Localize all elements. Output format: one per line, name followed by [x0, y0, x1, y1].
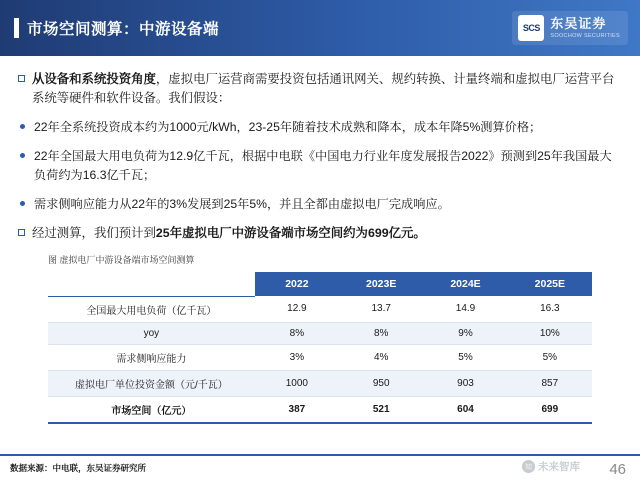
- table-cell: 5%: [423, 344, 507, 370]
- bullet-text: [32, 70, 622, 108]
- bullet-text: 22年全国最大用电负荷为12.9亿千瓦，根据中电联《中国电力行业年度发展报告2022》预测到25年我国最大负荷约为16.3亿千瓦；: [34, 149, 612, 182]
- bullet-text-plain: 经过测算，我们预计到: [32, 226, 156, 240]
- column-header: [48, 272, 255, 296]
- bullet-item: [18, 118, 622, 137]
- square-bullet-icon: [18, 75, 25, 82]
- table-cell: 387: [255, 396, 339, 423]
- column-header: 2023E: [339, 272, 423, 296]
- table-cell: 521: [339, 396, 423, 423]
- table-cell: 4%: [339, 344, 423, 370]
- logo-mark-icon: SCS: [518, 15, 544, 41]
- logo-text-cn: 东吴证券: [550, 15, 607, 31]
- table-cell: 9%: [423, 322, 507, 344]
- dot-bullet-icon: [20, 153, 25, 158]
- table-cell: 1000: [255, 370, 339, 396]
- table-row: [48, 344, 592, 370]
- row-label: yoy: [48, 322, 255, 344]
- column-header: 2024E: [423, 272, 507, 296]
- bullet-item: [18, 195, 622, 214]
- logo-text-en: SOOCHOW SECURITIES: [550, 32, 620, 39]
- table-cell: 14.9: [423, 296, 507, 322]
- table-header-row: [48, 272, 592, 296]
- table-cell: 16.3: [508, 296, 592, 322]
- table-row: [48, 296, 592, 322]
- watermark-text: 未来智库: [538, 461, 580, 473]
- table-row: [48, 370, 592, 396]
- row-label: 虚拟电厂单位投资金额（元/千瓦）: [48, 370, 255, 396]
- slide-footer: [0, 454, 640, 480]
- table-cell: 857: [508, 370, 592, 396]
- table-cell: 903: [423, 370, 507, 396]
- bullet-item: [18, 147, 622, 185]
- watermark-badge-icon: 知: [522, 460, 535, 473]
- column-header: 2022: [255, 272, 339, 296]
- logo-text-group: [550, 17, 620, 40]
- column-header: 2025E: [508, 272, 592, 296]
- table-body: [48, 296, 592, 423]
- market-space-table: [48, 272, 592, 424]
- row-label: 市场空间（亿元）: [48, 396, 255, 423]
- table-cell: 8%: [255, 322, 339, 344]
- company-logo: [512, 11, 628, 45]
- dot-bullet-icon: [20, 124, 25, 129]
- bullet-item: [18, 70, 622, 108]
- title-group: [0, 17, 219, 39]
- table-cell: 699: [508, 396, 592, 423]
- slide-header: [0, 0, 640, 56]
- page-number: 46: [609, 461, 626, 478]
- bullet-text: 22年全系统投资成本约为1000元/kWh，23-25年随着技术成熟和降本，成本年降5%测算价格；: [34, 120, 542, 134]
- market-space-table-wrap: [48, 272, 592, 424]
- table-cell: 8%: [339, 322, 423, 344]
- bullet-text-strong: 25年虚拟电厂中游设备端市场空间约为699亿元。: [155, 226, 426, 240]
- bullet-text: [32, 224, 622, 243]
- bullet-text: 需求侧响应能力从22年的3%发展到25年5%，并且全都由虚拟电厂完成响应。: [34, 197, 450, 211]
- table-cell: 13.7: [339, 296, 423, 322]
- table-head: [48, 272, 592, 296]
- table-cell: 12.9: [255, 296, 339, 322]
- table-cell: 604: [423, 396, 507, 423]
- table-cell: 3%: [255, 344, 339, 370]
- square-bullet-icon: [18, 229, 25, 236]
- bullet-text-strong: 从设备和系统投资角度: [32, 72, 156, 86]
- title-accent-bar: [14, 18, 19, 38]
- bullet-text-plain: ，虚拟电厂运营商需要投资包括通讯网关、规约转换、计量终端和虚拟电厂运营平台系统等硬件和软件设备。我们假设：: [32, 72, 615, 105]
- table-cell: 950: [339, 370, 423, 396]
- table-cell: 5%: [508, 344, 592, 370]
- figure-caption: 图 虚拟电厂中游设备端市场空间测算: [48, 255, 195, 265]
- page-title: 市场空间测算：中游设备端: [27, 21, 220, 38]
- watermark: [522, 459, 580, 474]
- table-row: [48, 396, 592, 423]
- table-cell: 10%: [508, 322, 592, 344]
- row-label: 需求侧响应能力: [48, 344, 255, 370]
- table-row: [48, 322, 592, 344]
- dot-bullet-icon: [20, 201, 25, 206]
- source-note: 数据来源：中电联，东吴证券研究所: [10, 463, 147, 473]
- bullet-item: [18, 224, 622, 243]
- row-label: 全国最大用电负荷（亿千瓦）: [48, 296, 255, 322]
- slide-body: [0, 56, 640, 424]
